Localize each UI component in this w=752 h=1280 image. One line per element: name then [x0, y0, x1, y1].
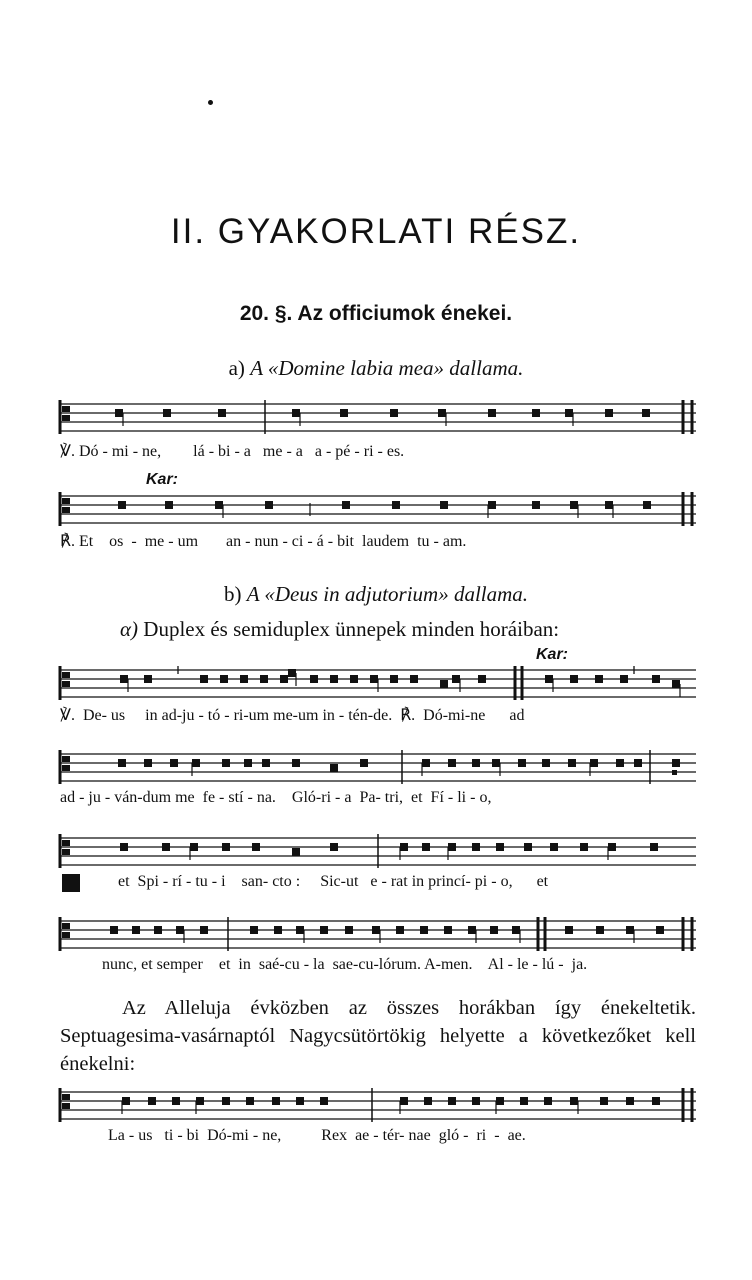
alpha-label: α): [120, 617, 139, 641]
kar-label-2: Kar:: [536, 646, 569, 663]
chant-staff-2: [60, 490, 700, 530]
staff-5-lyrics: et Spi - rí - tu - i san- cto : Sic-ut e - rat in princí- pi - o, et: [118, 873, 549, 890]
chant-staff-6: [60, 915, 700, 955]
section-heading: 20. §. Az officiumok énekei.: [239, 302, 513, 325]
chant-staff-5: [60, 832, 700, 872]
alpha-text: Duplex és semiduplex ünnepek minden horáiban:: [143, 617, 560, 641]
kar-label-1: Kar:: [146, 471, 179, 488]
chant-staff-4: [60, 748, 700, 788]
part-a-heading: [0, 356, 752, 381]
staff-4-lyrics: ad - ju - ván-dum me fe - stí - na. Gló-ri - a Pa- tri, et Fí - li - o,: [60, 789, 492, 806]
part-a-label: a): [228, 356, 245, 380]
staff-1-lyrics: ℣. Dó - mi - ne, lá - bi - a me - a a - pé - ri - es.: [60, 443, 405, 460]
alpha-line: [120, 617, 559, 642]
page-title: II. GYAKORLATI RÉSZ.: [170, 212, 582, 251]
chant-staff-3: [60, 664, 700, 704]
chant-staff-1: [60, 398, 700, 438]
part-a-title: A «Domine labia mea» dallama.: [250, 356, 524, 380]
part-b-heading: [0, 582, 752, 607]
chant-staff-7: [60, 1086, 700, 1126]
alleluia-paragraph: Az Alleluja évközben az összes horákban így énekeltetik. Septuagesima-vasárnaptól Nagycsütörtökig helyette a következőket kell énekelni:: [60, 997, 696, 1075]
staff-2-lyrics: ℟. Et os - me - um an - nun - ci - á - bit laudem tu - am.: [60, 533, 467, 550]
part-b-label: b): [223, 582, 242, 606]
damaged-ink-mark: [62, 874, 80, 892]
staff-3-lyrics: ℣. De- us in ad-ju - tó - ri-um me-um in - tén-de. ℟. Dó-mi-ne ad: [60, 707, 525, 724]
staff-6-lyrics: nunc, et semper et in saé-cu - la sae-cu-lórum. A-men. Al - le - lú - ja.: [102, 956, 588, 973]
speck-mark: [208, 100, 213, 105]
part-b-title: A «Deus in adjutorium» dallama.: [246, 582, 529, 606]
staff-7-lyrics: La - us ti - bi Dó-mi - ne, Rex ae - tér- nae gló - ri - ae.: [108, 1127, 526, 1144]
